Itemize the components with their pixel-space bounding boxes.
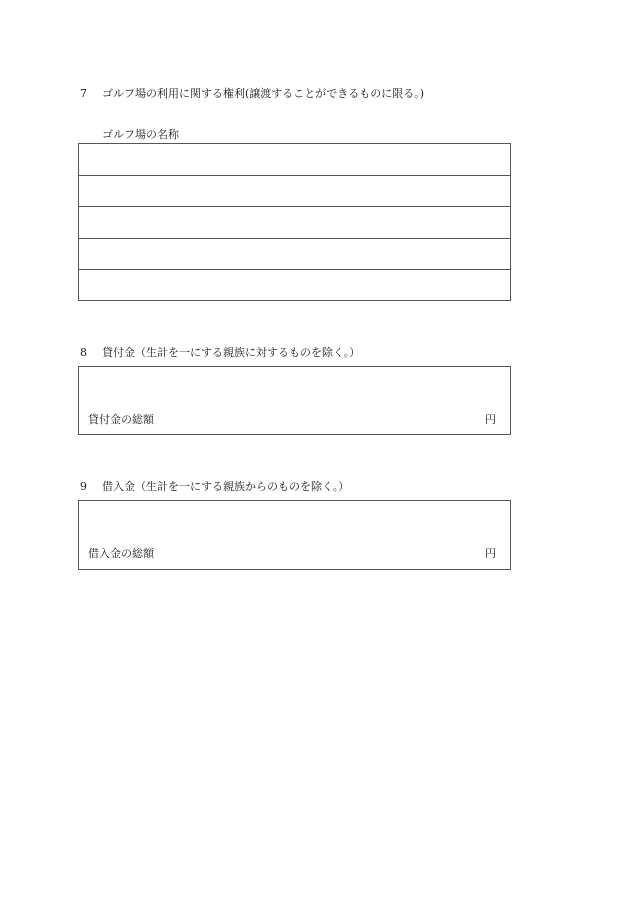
section-9-number: 9 [80,480,87,493]
section-7-number: 7 [80,87,87,100]
loan-receivable-box [78,366,511,435]
borrowing-box [78,500,511,570]
borrowing-total-label: 借入金の総額 [88,547,154,560]
section-8-title: 貸付金（生計を一にする親族に対するものを除く。） [102,346,361,359]
section-7-heading [80,87,424,101]
table-row [79,175,510,176]
table-row [79,269,510,270]
golf-course-table [78,143,511,301]
section-8-heading [80,346,360,360]
section-7-title: ゴルフ場の利用に関する権利(譲渡することができるものに限る。) [102,87,425,100]
borrowing-unit: 円 [485,547,496,560]
section-9-title: 借入金（生計を一にする親族からのものを除く。） [102,480,350,493]
section-9-heading [80,480,349,494]
loan-receivable-unit: 円 [485,413,496,426]
golf-course-name-label: ゴルフ場の名称 [102,128,179,141]
loan-receivable-total-label: 貸付金の総額 [88,413,154,426]
table-row [79,206,510,207]
section-8-number: 8 [80,346,87,359]
table-row [79,238,510,239]
